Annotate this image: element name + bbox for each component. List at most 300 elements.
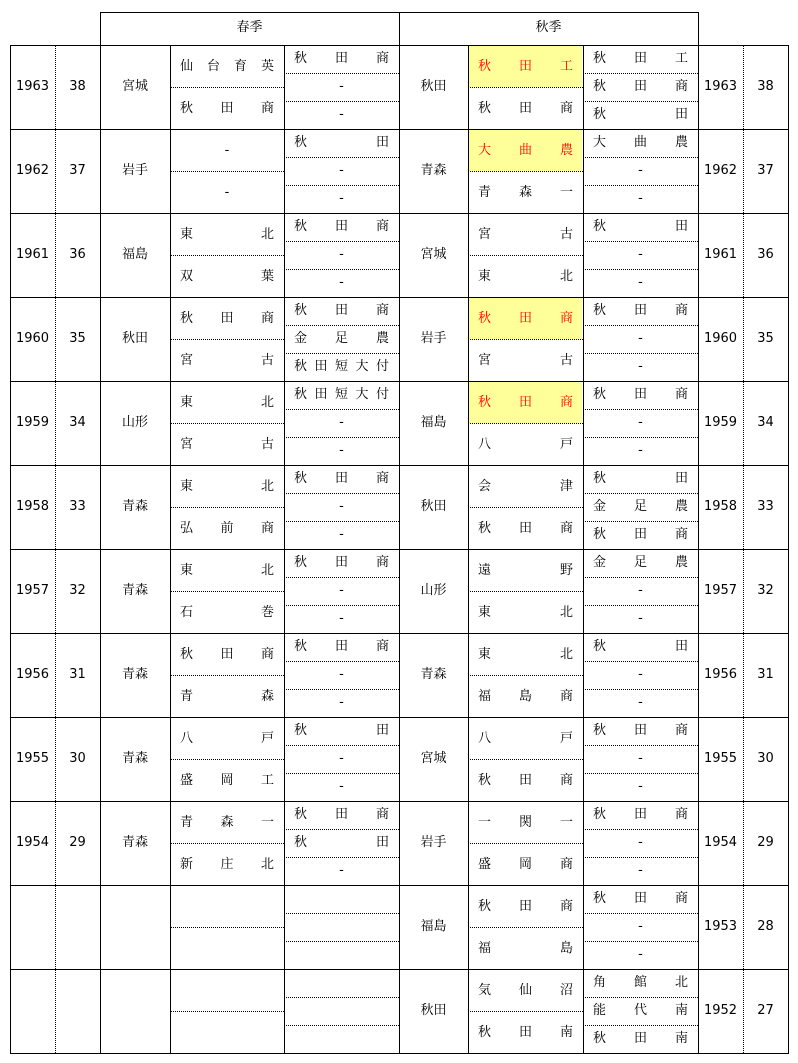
year-right: 1959 (703, 415, 738, 430)
spring-akita-team (294, 556, 389, 570)
dotted-divider (170, 675, 284, 676)
char: 気 (478, 983, 492, 998)
autumn-finalist (478, 984, 573, 998)
char: 商 (375, 555, 389, 570)
char: 田 (633, 807, 647, 822)
spring-akita-team (294, 836, 389, 850)
spring-akita-team: - (339, 443, 344, 458)
char: 北 (559, 269, 573, 284)
char: 新 (180, 857, 194, 872)
autumn-akita-team: - (638, 583, 643, 598)
char: 田 (518, 311, 532, 326)
char: 田 (674, 219, 688, 234)
char: 足 (334, 331, 348, 346)
column-border (100, 45, 101, 1054)
dotted-divider (583, 493, 698, 494)
char: 田 (334, 639, 348, 654)
autumn-venue: 福島 (420, 919, 447, 934)
dotted-divider (170, 843, 284, 844)
autumn-akita-team (593, 52, 688, 66)
edition-number: 33 (69, 499, 86, 514)
autumn-akita-team: - (638, 331, 643, 346)
dotted-divider (468, 87, 583, 88)
char: 田 (518, 773, 532, 788)
autumn-akita-team: - (638, 695, 643, 710)
dotted-divider (583, 661, 698, 662)
char: 角 (593, 975, 607, 990)
char: 東 (478, 605, 492, 620)
char: 秋 (294, 471, 308, 486)
column-border (10, 45, 11, 1054)
char: 沼 (559, 983, 573, 998)
spring-venue: 青森 (121, 499, 148, 514)
char: 島 (559, 941, 573, 956)
dotted-divider (583, 241, 698, 242)
autumn-venue: 秋田 (420, 79, 447, 94)
edition-number: 36 (69, 247, 86, 262)
char: 福 (478, 941, 492, 956)
autumn-akita-team (593, 108, 688, 122)
dotted-divider (583, 689, 698, 690)
char: 北 (260, 857, 274, 872)
char: 東 (180, 563, 194, 578)
year-right: 1953 (703, 919, 738, 934)
edition-number: 38 (69, 79, 86, 94)
spring-venue: 青森 (121, 583, 148, 598)
autumn-finalist (478, 858, 573, 872)
char: 秋 (593, 107, 607, 122)
dotted-divider (468, 675, 583, 676)
char: 秋 (478, 773, 492, 788)
spring-finalist (180, 438, 274, 452)
dotted-divider (468, 423, 583, 424)
dotted-divider (743, 45, 744, 1053)
char: 田 (518, 395, 532, 410)
edition-number: 37 (69, 163, 86, 178)
char: 八 (478, 731, 492, 746)
autumn-finalist (478, 606, 573, 620)
char: 英 (260, 59, 274, 74)
dotted-divider (583, 605, 698, 606)
char: 北 (559, 647, 573, 662)
edition-number-right: 35 (757, 331, 774, 346)
char: 秋 (593, 219, 607, 234)
year: 1962 (15, 163, 50, 178)
dotted-divider (284, 1025, 399, 1026)
spring-finalist (180, 270, 274, 284)
edition-number-right: 38 (757, 79, 774, 94)
char: 大 (478, 143, 492, 158)
spring-finalist (180, 480, 274, 494)
dotted-divider (583, 101, 698, 102)
char: 商 (260, 311, 274, 326)
edition-number-right: 30 (757, 751, 774, 766)
dotted-divider (284, 185, 399, 186)
char: 宮 (180, 437, 194, 452)
autumn-venue: 宮城 (420, 247, 447, 262)
column-border (170, 45, 171, 1054)
char: 一 (559, 185, 573, 200)
year: 1956 (15, 667, 50, 682)
char: 古 (260, 353, 274, 368)
autumn-winner-akita (478, 312, 573, 326)
char: 能 (593, 1003, 607, 1018)
autumn-akita-team (593, 80, 688, 94)
char: 北 (559, 605, 573, 620)
spring-finalist (180, 102, 274, 116)
char: 田 (220, 101, 234, 116)
char: 宮 (478, 353, 492, 368)
autumn-akita-team (593, 1032, 688, 1046)
char: 秋 (478, 101, 492, 116)
char: 商 (674, 891, 688, 906)
dotted-divider (468, 171, 583, 172)
dotted-divider (170, 423, 284, 424)
edition-number-right: 34 (757, 415, 774, 430)
edition-number: 29 (69, 835, 86, 850)
table-right-border (788, 45, 789, 1054)
autumn-winner-akita (478, 396, 573, 410)
autumn-finalist (478, 816, 573, 830)
dotted-divider (170, 255, 284, 256)
spring-akita-team: - (339, 667, 344, 682)
char: 秋 (294, 639, 308, 654)
char: 田 (334, 807, 348, 822)
column-border (284, 45, 285, 1054)
autumn-finalist (478, 564, 573, 578)
autumn-venue: 宮城 (420, 751, 447, 766)
dotted-divider (284, 73, 399, 74)
dotted-divider (583, 997, 698, 998)
autumn-venue: 山形 (420, 583, 447, 598)
char: 商 (375, 303, 389, 318)
dotted-divider (284, 409, 399, 410)
header-autumn: 秋季 (535, 20, 562, 35)
char: 田 (375, 835, 389, 850)
char: 東 (180, 479, 194, 494)
dotted-divider (583, 437, 698, 438)
year-right: 1954 (703, 835, 738, 850)
char: 前 (220, 521, 234, 536)
char: 秋 (593, 303, 607, 318)
char: 田 (334, 555, 348, 570)
autumn-venue: 岩手 (420, 835, 447, 850)
char: 田 (334, 51, 348, 66)
char: 秋 (294, 303, 308, 318)
dotted-divider (583, 1025, 698, 1026)
dotted-divider (170, 87, 284, 88)
char: 秋 (478, 59, 492, 74)
year-right: 1960 (703, 331, 738, 346)
year: 1960 (15, 331, 50, 346)
char: 南 (674, 1003, 688, 1018)
autumn-akita-team: - (638, 415, 643, 430)
autumn-akita-team: - (638, 275, 643, 290)
char: 田 (334, 219, 348, 234)
autumn-akita-team: - (638, 163, 643, 178)
char: 秋 (294, 359, 308, 374)
autumn-akita-team (593, 976, 688, 990)
char: 岡 (518, 857, 532, 872)
autumn-akita-team (593, 892, 688, 906)
char: 金 (593, 499, 607, 514)
year: 1954 (15, 835, 50, 850)
char: 商 (559, 857, 573, 872)
edition-number-right: 33 (757, 499, 774, 514)
char: 商 (559, 689, 573, 704)
spring-finalist (180, 690, 274, 704)
dotted-divider (284, 997, 399, 998)
dotted-divider (284, 157, 399, 158)
char: 田 (334, 303, 348, 318)
char: 八 (478, 437, 492, 452)
spring-venue: 青森 (121, 751, 148, 766)
char: 秋 (294, 135, 308, 150)
autumn-finalist (478, 438, 573, 452)
char: 葉 (260, 269, 274, 284)
char: 田 (633, 891, 647, 906)
dotted-divider (468, 255, 583, 256)
char: 秋 (478, 395, 492, 410)
char: 商 (559, 395, 573, 410)
dotted-divider (583, 941, 698, 942)
spring-finalist (180, 732, 274, 746)
char: 田 (220, 647, 234, 662)
char: 農 (674, 135, 688, 150)
dotted-divider (284, 689, 399, 690)
edition-number: 35 (69, 331, 86, 346)
autumn-finalist (478, 354, 573, 368)
autumn-akita-team (593, 500, 688, 514)
char: 秋 (294, 51, 308, 66)
dotted-divider (468, 339, 583, 340)
char: 南 (559, 1025, 573, 1040)
char: 秋 (593, 891, 607, 906)
char: 秋 (593, 723, 607, 738)
autumn-finalist (478, 186, 573, 200)
year-right: 1961 (703, 247, 738, 262)
spring-akita-team: - (339, 79, 344, 94)
char: 青 (180, 815, 194, 830)
spring-akita-team: - (339, 191, 344, 206)
spring-finalist (180, 606, 274, 620)
char: 秋 (593, 79, 607, 94)
char: 商 (260, 101, 274, 116)
dotted-divider (284, 941, 399, 942)
dotted-divider (170, 339, 284, 340)
char: 秋 (593, 807, 607, 822)
spring-akita-team (294, 808, 389, 822)
spring-finalist: - (224, 185, 230, 200)
dotted-divider (468, 843, 583, 844)
char: 秋 (478, 1025, 492, 1040)
spring-akita-team: - (339, 863, 344, 878)
char: 曲 (633, 135, 647, 150)
char: 一 (260, 815, 274, 830)
autumn-akita-team: - (638, 779, 643, 794)
dotted-divider (284, 829, 399, 830)
spring-venue: 岩手 (121, 163, 148, 178)
spring-akita-team: - (339, 415, 344, 430)
autumn-akita-team (593, 724, 688, 738)
dotted-divider (468, 1011, 583, 1012)
column-border (583, 45, 584, 1054)
char: 工 (559, 59, 573, 74)
autumn-akita-team: - (638, 359, 643, 374)
char: 北 (674, 975, 688, 990)
autumn-finalist (478, 732, 573, 746)
char: 田 (633, 1031, 647, 1046)
spring-akita-team (294, 724, 389, 738)
autumn-akita-team (593, 136, 688, 150)
edition-number-right: 27 (757, 1003, 774, 1018)
autumn-akita-team: - (638, 443, 643, 458)
edition-number: 34 (69, 415, 86, 430)
char: 商 (559, 773, 573, 788)
spring-akita-team: - (339, 499, 344, 514)
char: 一 (478, 815, 492, 830)
char: 秋 (180, 101, 194, 116)
char: 秋 (593, 527, 607, 542)
char: 商 (559, 311, 573, 326)
char: 古 (559, 227, 573, 242)
char: 大 (355, 387, 369, 402)
char: 田 (518, 101, 532, 116)
char: 工 (674, 51, 688, 66)
autumn-akita-team: - (638, 247, 643, 262)
spring-finalist (180, 354, 274, 368)
dotted-divider (284, 913, 399, 914)
char: 付 (375, 387, 389, 402)
spring-finalist (180, 816, 274, 830)
spring-akita-team: - (339, 163, 344, 178)
spring-finalist (180, 396, 274, 410)
column-border (468, 45, 469, 1054)
char: 商 (559, 521, 573, 536)
autumn-winner-akita (478, 60, 573, 74)
char: 育 (233, 59, 247, 74)
dotted-divider (583, 829, 698, 830)
dotted-divider (583, 157, 698, 158)
char: 秋 (180, 647, 194, 662)
spring-akita-team: - (339, 275, 344, 290)
spring-akita-team: - (339, 107, 344, 122)
char: 弘 (180, 521, 194, 536)
char: 東 (478, 269, 492, 284)
dotted-divider (583, 325, 698, 326)
column-border (399, 45, 400, 1054)
char: 田 (334, 471, 348, 486)
char: 商 (260, 521, 274, 536)
dotted-divider (583, 269, 698, 270)
dotted-divider (170, 507, 284, 508)
dotted-divider (170, 1011, 284, 1012)
grid-line (698, 12, 699, 46)
autumn-akita-team: - (638, 863, 643, 878)
dotted-divider (55, 45, 56, 1053)
char: 北 (260, 227, 274, 242)
spring-finalist (180, 564, 274, 578)
char: 秋 (593, 51, 607, 66)
char: 田 (375, 723, 389, 738)
char: 野 (559, 563, 573, 578)
year: 1955 (15, 751, 50, 766)
char: 商 (559, 101, 573, 116)
char: 盛 (180, 773, 194, 788)
char: 短 (334, 359, 348, 374)
char: 津 (559, 479, 573, 494)
char: 田 (633, 527, 647, 542)
autumn-finalist (478, 774, 573, 788)
char: 東 (180, 227, 194, 242)
year: 1959 (15, 415, 50, 430)
dotted-divider (583, 521, 698, 522)
char: 遠 (478, 563, 492, 578)
char: 宮 (478, 227, 492, 242)
year-right: 1952 (703, 1003, 738, 1018)
autumn-finalist (478, 480, 573, 494)
dotted-divider (284, 521, 399, 522)
dotted-divider (284, 661, 399, 662)
spring-akita-team (294, 304, 389, 318)
char: 古 (260, 437, 274, 452)
char: 北 (260, 563, 274, 578)
char: 商 (674, 387, 688, 402)
spring-venue: 青森 (121, 667, 148, 682)
autumn-akita-team (593, 220, 688, 234)
dotted-divider (583, 857, 698, 858)
autumn-finalist (478, 690, 573, 704)
char: 秋 (294, 219, 308, 234)
char: 商 (674, 723, 688, 738)
year: 1958 (15, 499, 50, 514)
char: 田 (518, 521, 532, 536)
dotted-divider (468, 507, 583, 508)
dotted-divider (284, 577, 399, 578)
year-right: 1963 (703, 79, 738, 94)
autumn-finalist (478, 1026, 573, 1040)
char: 商 (375, 219, 389, 234)
char: 商 (674, 807, 688, 822)
autumn-venue: 岩手 (420, 331, 447, 346)
char: 秋 (294, 835, 308, 850)
dotted-divider (284, 605, 399, 606)
char: 秋 (294, 807, 308, 822)
autumn-finalist (478, 942, 573, 956)
spring-venue: 青森 (121, 835, 148, 850)
year-right: 1958 (703, 499, 738, 514)
char: 古 (559, 353, 573, 368)
char: 商 (674, 303, 688, 318)
spring-venue: 山形 (121, 415, 148, 430)
dotted-divider (468, 927, 583, 928)
char: 田 (633, 303, 647, 318)
char: 農 (674, 555, 688, 570)
char: 北 (260, 479, 274, 494)
char: 足 (633, 499, 647, 514)
edition-number-right: 29 (757, 835, 774, 850)
char: 田 (674, 107, 688, 122)
char: 農 (674, 499, 688, 514)
char: 宮 (180, 353, 194, 368)
dotted-divider (284, 745, 399, 746)
char: 曲 (518, 143, 532, 158)
char: 岡 (220, 773, 234, 788)
char: 秋 (478, 899, 492, 914)
autumn-finalist (478, 522, 573, 536)
autumn-akita-team (593, 640, 688, 654)
char: 田 (674, 471, 688, 486)
